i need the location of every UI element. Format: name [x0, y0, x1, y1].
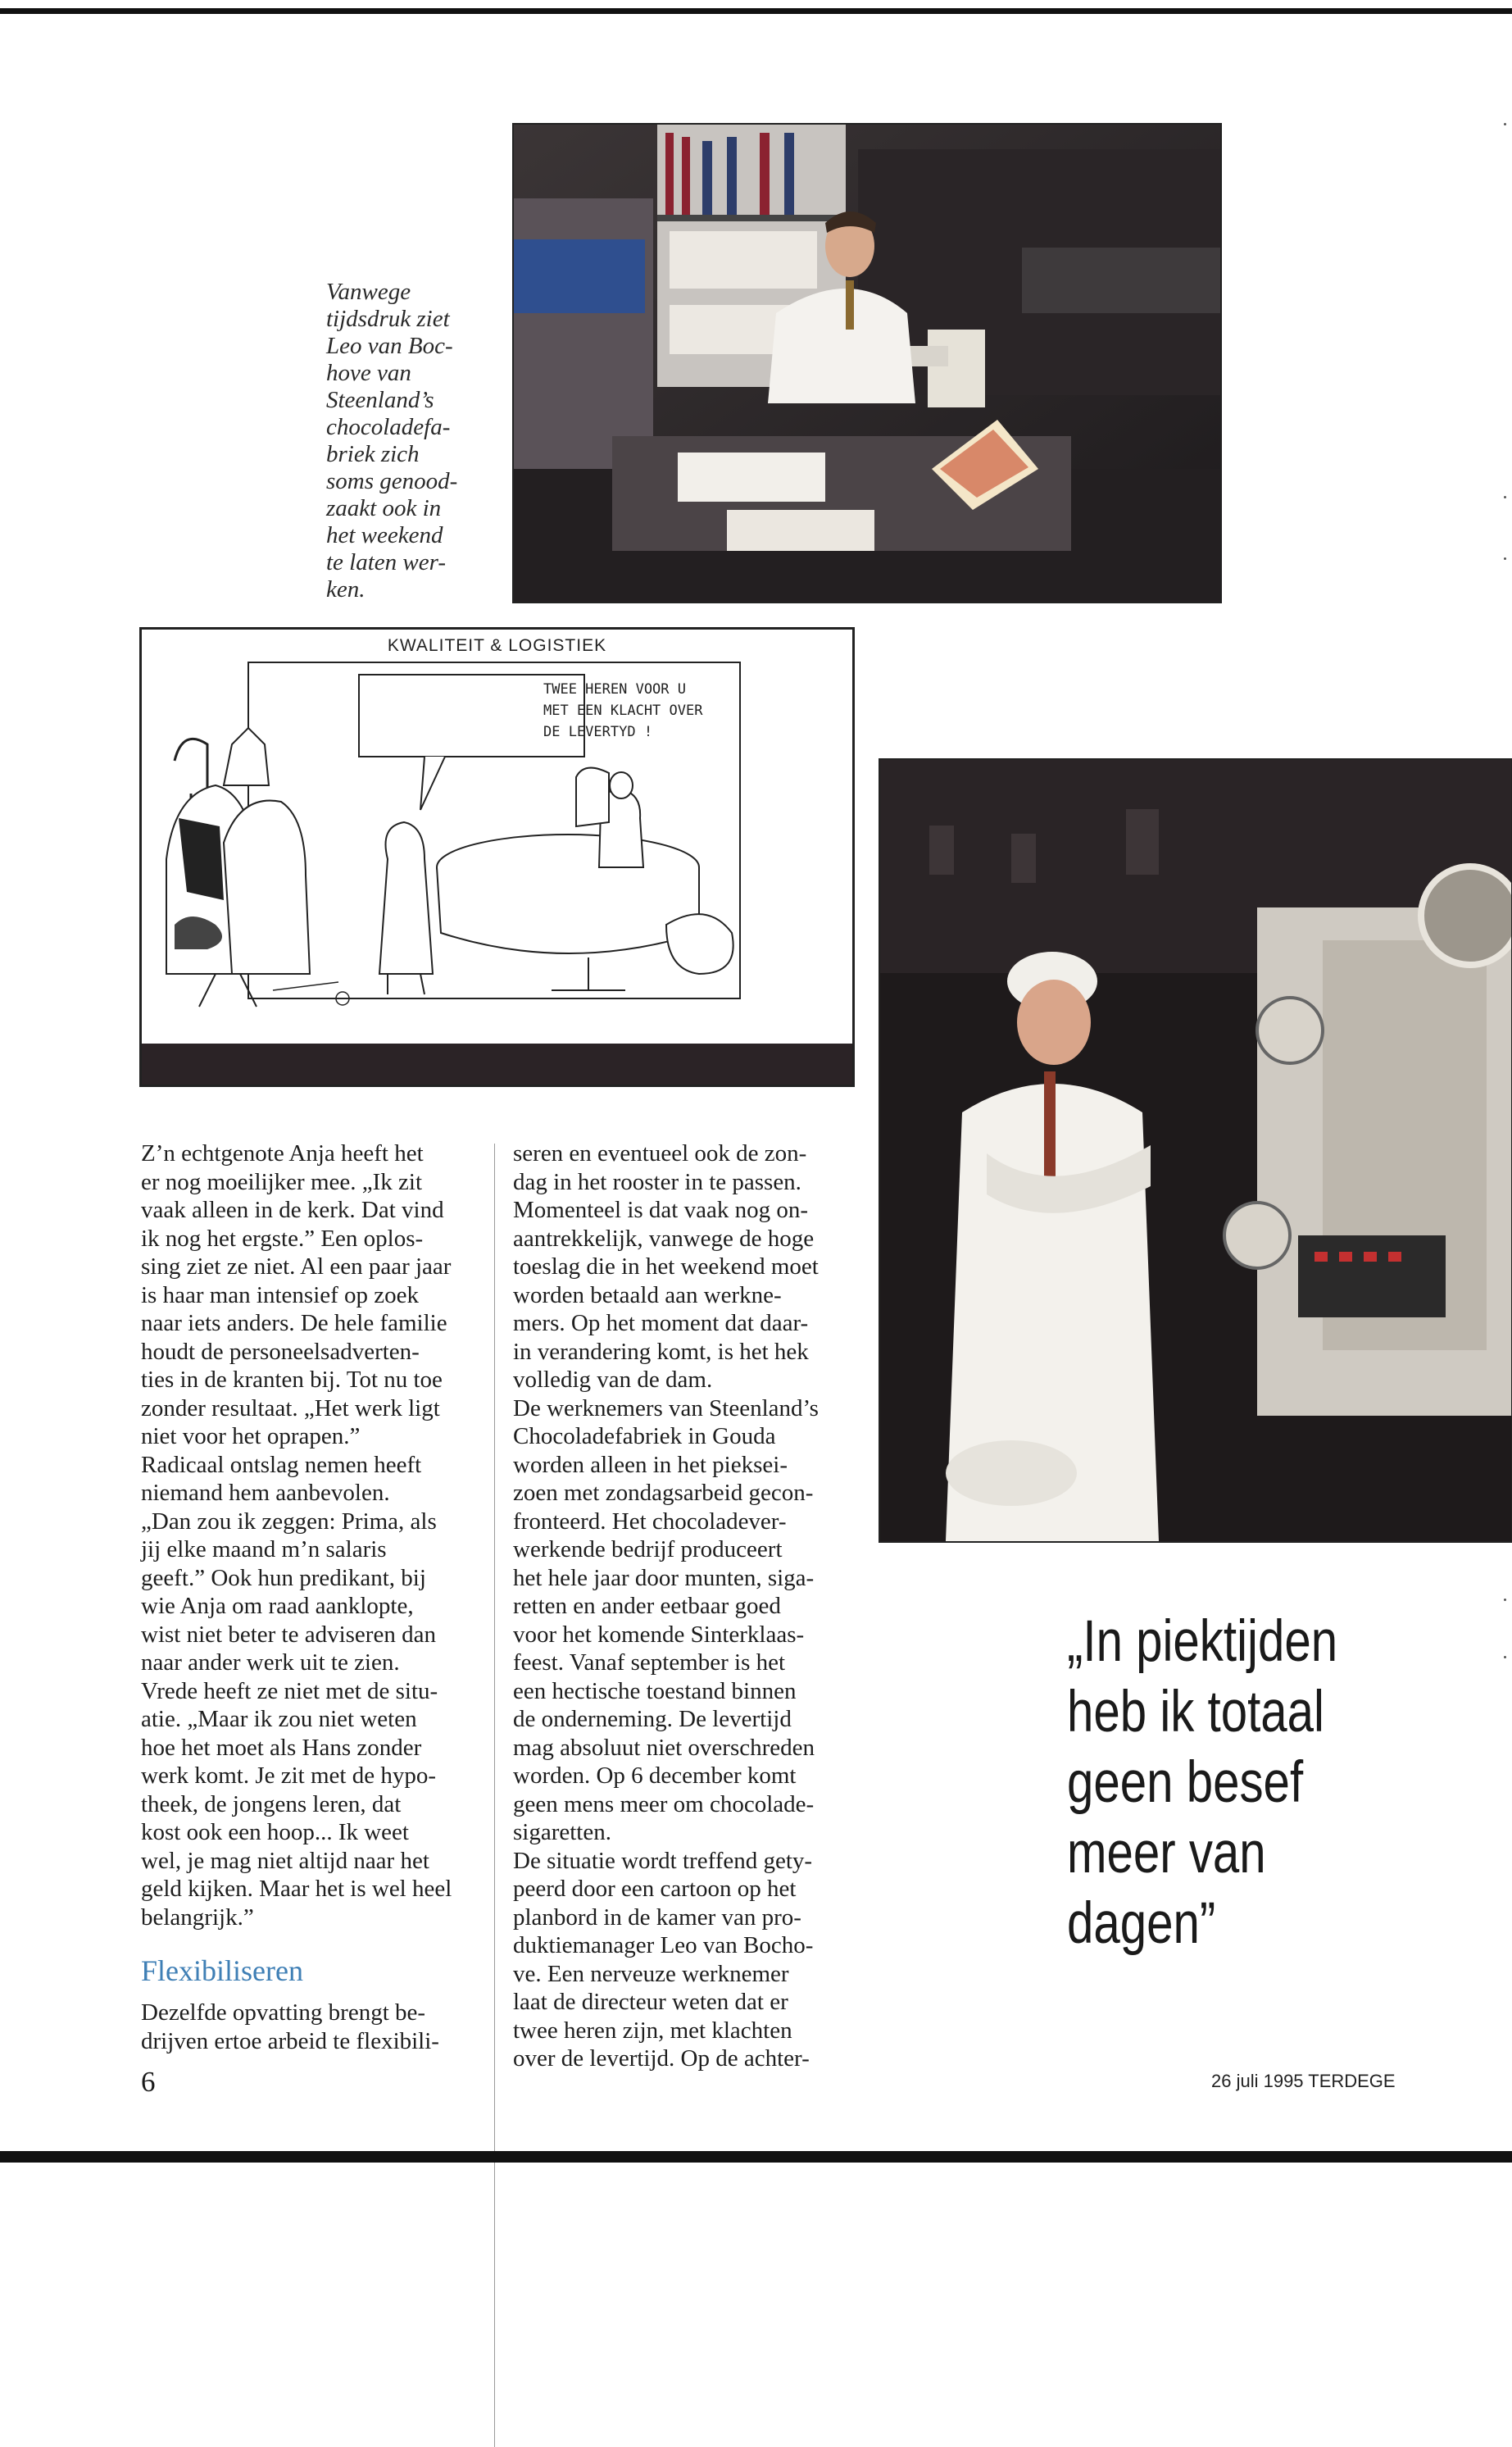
text-line: wel, je mag niet altijd naar het	[141, 1847, 429, 1874]
body-column-2	[513, 1139, 857, 2073]
quote-line: geen besef	[1067, 1750, 1304, 1815]
text-line: vaak alleen in de kerk. Dat vind	[141, 1197, 444, 1223]
text-line: houdt de personeelsadverten-	[141, 1338, 420, 1365]
text-line: werkende bedrijf produceert	[513, 1536, 783, 1562]
caption-line: Vanwege	[326, 279, 411, 305]
text-line: fronteerd. Het chocoladever-	[513, 1508, 787, 1535]
text-line: laat de directeur weten dat er	[513, 1989, 788, 2015]
text-line: wist niet beter te adviseren dan	[141, 1621, 436, 1648]
bottom-rule	[0, 2151, 1512, 2163]
text-line: geld kijken. Maar het is wel heel	[141, 1876, 452, 1902]
text-line: worden betaald aan werkne-	[513, 1281, 782, 1308]
cartoon-panel	[139, 627, 855, 1087]
caption-line: briek zich	[326, 441, 420, 467]
text-line: worden alleen in het pieksei-	[513, 1451, 788, 1478]
text-line: feest. Vanaf september is het	[513, 1649, 786, 1676]
margin-mark	[1504, 123, 1506, 125]
text-line: Dezelfde opvatting brengt be-	[141, 1999, 426, 2026]
text-line: seren en eventueel ook de zon-	[513, 1140, 807, 1167]
text-line: Momenteel is dat vaak nog on-	[513, 1197, 808, 1223]
text-line: naar iets anders. De hele familie	[141, 1310, 447, 1336]
text-line: werk komt. Je zit met de hypo-	[141, 1762, 436, 1789]
quote-line: meer van	[1067, 1821, 1266, 1885]
text-line: geen mens meer om chocolade-	[513, 1790, 815, 1817]
text-line: over de levertijd. Op de achter-	[513, 2045, 810, 2072]
text-line: kost ook een hoop... Ik weet	[141, 1819, 409, 1845]
text-line: Vrede heeft ze niet met de situ-	[141, 1677, 438, 1704]
pull-quote	[1067, 1607, 1383, 1959]
caption-line: chocoladefa-	[326, 414, 451, 440]
text-line: niemand hem aanbevolen.	[141, 1480, 390, 1506]
text-line: ve. Een nerveuze werknemer	[513, 1960, 789, 1987]
issue-date: 26 juli 1995 TERDEGE	[1211, 2071, 1396, 2091]
text-line: atie. „Maar ik zou niet weten	[141, 1706, 417, 1732]
text-line: het hele jaar door munten, siga-	[513, 1564, 815, 1591]
text-line: Chocoladefabriek in Gouda	[513, 1423, 776, 1449]
text-line: mers. Op het moment dat daar-	[513, 1310, 809, 1336]
text-line: belangrijk.”	[141, 1903, 254, 1931]
section-heading: Flexibiliseren	[141, 1954, 303, 1987]
text-line: jij elke maand m’n salaris	[141, 1536, 387, 1562]
caption-line: te laten wer-	[326, 549, 446, 575]
text-line: De werknemers van Steenland’s	[513, 1394, 819, 1421]
text-line: duktiemanager Leo van Bocho-	[513, 1932, 814, 1958]
bubble-line: TWEE HEREN VOOR U	[543, 681, 686, 698]
cartoon-drawing	[142, 630, 852, 1085]
bubble-line: DE LEVERTYD !	[543, 724, 653, 740]
text-line: sigaretten.	[513, 1819, 611, 1845]
text-line: voor het komende Sinterklaas-	[513, 1621, 805, 1648]
text-line: Radicaal ontslag nemen heeft	[141, 1451, 422, 1478]
bubble-line: MET EEN KLACHT OVER	[543, 703, 703, 719]
quote-line: heb ik totaal	[1067, 1680, 1324, 1744]
cartoon-title: KWALITEIT & LOGISTIEK	[387, 636, 607, 655]
text-line: De situatie wordt treffend gety-	[513, 1847, 813, 1874]
text-line: een hectische toestand binnen	[513, 1677, 797, 1704]
caption-line: zaakt ook in	[326, 495, 442, 521]
caption-line: soms genood-	[326, 468, 458, 494]
text-line: Z’n echtgenote Anja heeft het	[141, 1140, 424, 1167]
text-line: niet voor het oprapen.”	[141, 1423, 361, 1449]
margin-mark	[1504, 1599, 1506, 1601]
text-line: ties in de kranten bij. Tot nu toe	[141, 1367, 443, 1393]
text-line: peerd door een cartoon op het	[513, 1876, 797, 1902]
text-line: planbord in de kamer van pro-	[513, 1903, 801, 1931]
factory-photo	[879, 758, 1512, 1543]
margin-mark	[1504, 1656, 1506, 1658]
text-line: in verandering komt, is het hek	[513, 1338, 809, 1365]
text-line: hoe het moet als Hans zonder	[141, 1734, 422, 1761]
text-line: sing ziet ze niet. Al een paar jaar	[141, 1253, 452, 1280]
quote-line: dagen”	[1067, 1891, 1216, 1956]
quote-line: „In piektijden	[1067, 1609, 1338, 1674]
speech-bubble	[543, 679, 702, 743]
top-rule	[0, 8, 1512, 14]
text-line: twee heren zijn, met klachten	[513, 2017, 792, 2044]
text-line: wie Anja om raad aanklopte,	[141, 1593, 414, 1619]
column-divider	[494, 1144, 495, 2447]
text-line: geeft.” Ook hun predikant, bij	[141, 1564, 426, 1591]
text-line: naar ander werk uit te zien.	[141, 1649, 400, 1676]
text-line: toeslag die in het weekend moet	[513, 1253, 819, 1280]
text-line: ik nog het ergste.” Een oplos-	[141, 1225, 424, 1252]
text-line: mag absoluut niet overschreden	[513, 1734, 815, 1761]
text-line: is haar man intensief op zoek	[141, 1281, 420, 1308]
caption-line: het weekend	[326, 522, 443, 548]
text-line: theek, de jongens leren, dat	[141, 1790, 402, 1817]
text-line: retten en ander eetbaar goed	[513, 1593, 781, 1619]
text-line: zoen met zondagsarbeid gecon-	[513, 1480, 814, 1506]
text-line: de onderneming. De levertijd	[513, 1706, 792, 1732]
body-column-1	[141, 1139, 485, 2055]
photo-caption	[326, 279, 490, 603]
text-line: dag in het rooster in te passen.	[513, 1168, 801, 1195]
margin-mark	[1504, 496, 1506, 498]
page-number: 6	[141, 2066, 156, 2098]
margin-mark	[1504, 557, 1506, 560]
caption-line: tijdsdruk ziet	[326, 306, 450, 332]
office-photo	[512, 123, 1222, 603]
text-line: zonder resultaat. „Het werk ligt	[141, 1394, 440, 1421]
caption-line: Leo van Boc-	[326, 333, 453, 359]
text-line: aantrekkelijk, vanwege de hoge	[513, 1225, 815, 1252]
text-line: er nog moeilijker mee. „Ik zit	[141, 1168, 423, 1195]
text-line: drijven ertoe arbeid te flexibili-	[141, 2027, 439, 2054]
text-line: worden. Op 6 december komt	[513, 1762, 797, 1789]
caption-line: ken.	[326, 576, 366, 603]
text-line: volledig van de dam.	[513, 1367, 713, 1393]
caption-line: Steenland’s	[326, 387, 434, 413]
text-line: „Dan zou ik zeggen: Prima, als	[141, 1508, 437, 1535]
caption-line: hove van	[326, 360, 411, 386]
